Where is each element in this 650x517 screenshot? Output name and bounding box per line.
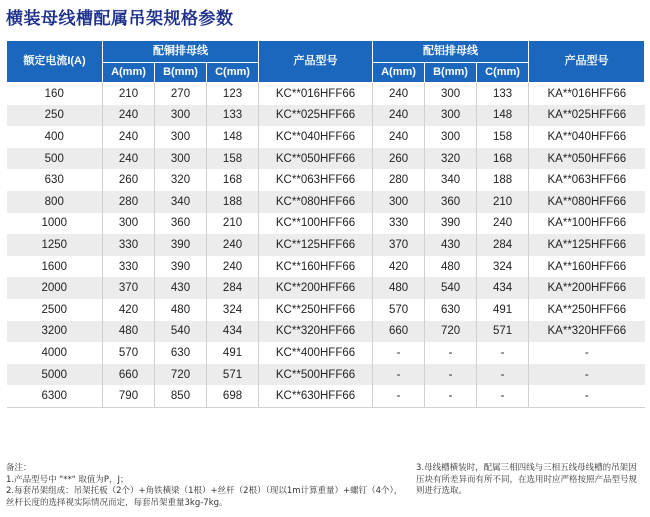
- cell-copper-b: 300: [155, 105, 207, 127]
- cell-copper-b: 390: [155, 234, 207, 256]
- cell-aluminum-a: 570: [373, 299, 425, 321]
- cell-rated-current: 5000: [7, 364, 103, 386]
- cell-copper-c: 698: [207, 385, 259, 407]
- cell-copper-a: 240: [103, 148, 155, 170]
- cell-copper-model: KC**080HFF66: [259, 191, 373, 213]
- cell-copper-model: KC**250HFF66: [259, 299, 373, 321]
- spec-table: [6, 40, 645, 408]
- cell-copper-b: 630: [155, 342, 207, 364]
- cell-rated-current: 500: [7, 148, 103, 170]
- cell-aluminum-a: -: [373, 342, 425, 364]
- cell-aluminum-c: -: [477, 385, 529, 407]
- note-1: 1.产品型号中 "**" 取值为P，J；: [6, 474, 129, 485]
- cell-aluminum-b: 300: [425, 83, 477, 105]
- cell-copper-b: 300: [155, 148, 207, 170]
- cell-copper-c: 188: [207, 191, 259, 213]
- header-aluminum-group: 配铝排母线: [373, 41, 529, 63]
- cell-copper-c: 434: [207, 321, 259, 343]
- cell-copper-b: 390: [155, 256, 207, 278]
- cell-copper-model: KC**025HFF66: [259, 105, 373, 127]
- cell-copper-model: KC**050HFF66: [259, 148, 373, 170]
- cell-aluminum-a: -: [373, 385, 425, 407]
- cell-copper-model: KC**040HFF66: [259, 126, 373, 148]
- cell-copper-b: 340: [155, 191, 207, 213]
- cell-aluminum-model: KA**080HFF66: [529, 191, 645, 213]
- cell-aluminum-a: 480: [373, 277, 425, 299]
- spec-table-body: [7, 83, 645, 408]
- cell-copper-c: 123: [207, 83, 259, 105]
- cell-aluminum-b: -: [425, 385, 477, 407]
- cell-copper-c: 571: [207, 364, 259, 386]
- cell-copper-a: 300: [103, 213, 155, 235]
- header-aluminum-model: 产品型号: [529, 41, 645, 83]
- table-row: [7, 105, 645, 127]
- cell-aluminum-c: 284: [477, 234, 529, 256]
- cell-aluminum-c: 240: [477, 213, 529, 235]
- table-row: [7, 277, 645, 299]
- table-row: [7, 148, 645, 170]
- cell-copper-a: 330: [103, 234, 155, 256]
- cell-copper-a: 660: [103, 364, 155, 386]
- cell-copper-b: 430: [155, 277, 207, 299]
- cell-aluminum-a: 240: [373, 126, 425, 148]
- cell-aluminum-a: 260: [373, 148, 425, 170]
- cell-copper-b: 850: [155, 385, 207, 407]
- cell-copper-model: KC**320HFF66: [259, 321, 373, 343]
- cell-copper-model: KC**125HFF66: [259, 234, 373, 256]
- cell-aluminum-a: 660: [373, 321, 425, 343]
- cell-copper-a: 260: [103, 169, 155, 191]
- cell-copper-a: 240: [103, 105, 155, 127]
- cell-aluminum-c: -: [477, 342, 529, 364]
- cell-copper-c: 168: [207, 169, 259, 191]
- table-row: [7, 342, 645, 364]
- cell-aluminum-b: 720: [425, 321, 477, 343]
- cell-copper-a: 240: [103, 126, 155, 148]
- cell-copper-c: 158: [207, 148, 259, 170]
- cell-aluminum-model: KA**200HFF66: [529, 277, 645, 299]
- note-2-line-2: 丝杆长度的选择视实际情况而定，每套吊架重量3kg-7kg。: [6, 497, 228, 508]
- cell-aluminum-a: 300: [373, 191, 425, 213]
- cell-aluminum-c: 324: [477, 256, 529, 278]
- cell-copper-model: KC**200HFF66: [259, 277, 373, 299]
- notes-right: [416, 463, 644, 498]
- cell-rated-current: 3200: [7, 321, 103, 343]
- table-row: [7, 169, 645, 191]
- cell-copper-model: KC**630HFF66: [259, 385, 373, 407]
- cell-aluminum-model: -: [529, 385, 645, 407]
- table-row: [7, 126, 645, 148]
- cell-copper-b: 320: [155, 169, 207, 191]
- header-aluminum-a: A(mm): [373, 63, 425, 83]
- cell-aluminum-b: 300: [425, 105, 477, 127]
- table-row: [7, 234, 645, 256]
- cell-copper-c: 240: [207, 256, 259, 278]
- cell-copper-c: 240: [207, 234, 259, 256]
- cell-aluminum-model: KA**016HFF66: [529, 83, 645, 105]
- cell-aluminum-b: 340: [425, 169, 477, 191]
- cell-copper-c: 210: [207, 213, 259, 235]
- cell-rated-current: 4000: [7, 342, 103, 364]
- cell-aluminum-a: 240: [373, 105, 425, 127]
- cell-copper-b: 540: [155, 321, 207, 343]
- header-aluminum-c: C(mm): [477, 63, 529, 83]
- cell-aluminum-model: KA**025HFF66: [529, 105, 645, 127]
- cell-aluminum-a: 370: [373, 234, 425, 256]
- cell-copper-a: 570: [103, 342, 155, 364]
- cell-rated-current: 2500: [7, 299, 103, 321]
- cell-rated-current: 800: [7, 191, 103, 213]
- header-copper-model: 产品型号: [259, 41, 373, 83]
- cell-aluminum-model: KA**320HFF66: [529, 321, 645, 343]
- cell-copper-a: 210: [103, 83, 155, 105]
- cell-aluminum-b: 300: [425, 126, 477, 148]
- cell-copper-c: 324: [207, 299, 259, 321]
- cell-aluminum-b: 360: [425, 191, 477, 213]
- cell-aluminum-a: 330: [373, 213, 425, 235]
- cell-aluminum-b: -: [425, 364, 477, 386]
- cell-copper-b: 360: [155, 213, 207, 235]
- cell-aluminum-b: 630: [425, 299, 477, 321]
- header-aluminum-b: B(mm): [425, 63, 477, 83]
- notes-left: [6, 463, 406, 509]
- cell-aluminum-model: -: [529, 364, 645, 386]
- cell-aluminum-a: 280: [373, 169, 425, 191]
- table-row: [7, 321, 645, 343]
- cell-copper-model: KC**100HFF66: [259, 213, 373, 235]
- header-copper-a: A(mm): [103, 63, 155, 83]
- cell-aluminum-c: 491: [477, 299, 529, 321]
- cell-aluminum-c: 188: [477, 169, 529, 191]
- cell-copper-c: 133: [207, 105, 259, 127]
- cell-aluminum-model: KA**050HFF66: [529, 148, 645, 170]
- cell-rated-current: 160: [7, 83, 103, 105]
- cell-aluminum-b: 390: [425, 213, 477, 235]
- table-row: [7, 83, 645, 105]
- header-copper-group: 配铜排母线: [103, 41, 259, 63]
- note-2-line-1: 2.每套吊架组成：吊架托板（2个）+角铁横梁（1根）+丝杆（2根）（现以1m计算重量）+螺钉（4个），: [6, 486, 403, 496]
- cell-copper-c: 284: [207, 277, 259, 299]
- cell-aluminum-a: -: [373, 364, 425, 386]
- cell-aluminum-c: 168: [477, 148, 529, 170]
- cell-aluminum-model: KA**160HFF66: [529, 256, 645, 278]
- cell-copper-a: 280: [103, 191, 155, 213]
- cell-aluminum-a: 240: [373, 83, 425, 105]
- cell-copper-c: 491: [207, 342, 259, 364]
- table-row: [7, 191, 645, 213]
- cell-aluminum-model: KA**125HFF66: [529, 234, 645, 256]
- cell-copper-a: 420: [103, 299, 155, 321]
- cell-aluminum-c: 133: [477, 83, 529, 105]
- cell-rated-current: 1250: [7, 234, 103, 256]
- cell-copper-model: KC**160HFF66: [259, 256, 373, 278]
- cell-rated-current: 1000: [7, 213, 103, 235]
- cell-copper-b: 300: [155, 126, 207, 148]
- cell-copper-a: 370: [103, 277, 155, 299]
- cell-copper-a: 790: [103, 385, 155, 407]
- cell-aluminum-c: 434: [477, 277, 529, 299]
- cell-rated-current: 250: [7, 105, 103, 127]
- header-rated-current: 额定电流I(A): [7, 41, 103, 83]
- cell-aluminum-model: KA**063HFF66: [529, 169, 645, 191]
- cell-aluminum-model: -: [529, 342, 645, 364]
- cell-rated-current: 6300: [7, 385, 103, 407]
- table-row: [7, 299, 645, 321]
- cell-aluminum-c: -: [477, 364, 529, 386]
- cell-aluminum-c: 158: [477, 126, 529, 148]
- cell-copper-b: 720: [155, 364, 207, 386]
- table-row: [7, 364, 645, 386]
- cell-aluminum-model: KA**100HFF66: [529, 213, 645, 235]
- cell-copper-model: KC**063HFF66: [259, 169, 373, 191]
- notes-heading: 备注：: [6, 463, 32, 473]
- cell-copper-model: KC**500HFF66: [259, 364, 373, 386]
- header-copper-b: B(mm): [155, 63, 207, 83]
- cell-aluminum-model: KA**250HFF66: [529, 299, 645, 321]
- page-title: 横装母线槽配属吊架规格参数: [6, 9, 234, 29]
- cell-aluminum-b: -: [425, 342, 477, 364]
- cell-aluminum-b: 480: [425, 256, 477, 278]
- cell-copper-b: 270: [155, 83, 207, 105]
- cell-copper-b: 480: [155, 299, 207, 321]
- cell-aluminum-c: 148: [477, 105, 529, 127]
- cell-aluminum-a: 420: [373, 256, 425, 278]
- table-row: [7, 256, 645, 278]
- cell-rated-current: 630: [7, 169, 103, 191]
- cell-copper-model: KC**400HFF66: [259, 342, 373, 364]
- cell-aluminum-b: 430: [425, 234, 477, 256]
- cell-rated-current: 1600: [7, 256, 103, 278]
- cell-aluminum-b: 320: [425, 148, 477, 170]
- table-row: [7, 385, 645, 407]
- cell-copper-c: 148: [207, 126, 259, 148]
- cell-copper-a: 330: [103, 256, 155, 278]
- cell-aluminum-c: 210: [477, 191, 529, 213]
- note-3: 3.母线槽横装时，配属三相四线与三相五线母线槽的吊架因压块有所差异而有所不同，在选用时应严格按照产品型号规则进行选取。: [416, 463, 638, 496]
- header-copper-c: C(mm): [207, 63, 259, 83]
- cell-rated-current: 2000: [7, 277, 103, 299]
- cell-rated-current: 400: [7, 126, 103, 148]
- table-row: [7, 213, 645, 235]
- cell-aluminum-model: KA**040HFF66: [529, 126, 645, 148]
- cell-copper-a: 480: [103, 321, 155, 343]
- cell-aluminum-c: 571: [477, 321, 529, 343]
- cell-aluminum-b: 540: [425, 277, 477, 299]
- cell-copper-model: KC**016HFF66: [259, 83, 373, 105]
